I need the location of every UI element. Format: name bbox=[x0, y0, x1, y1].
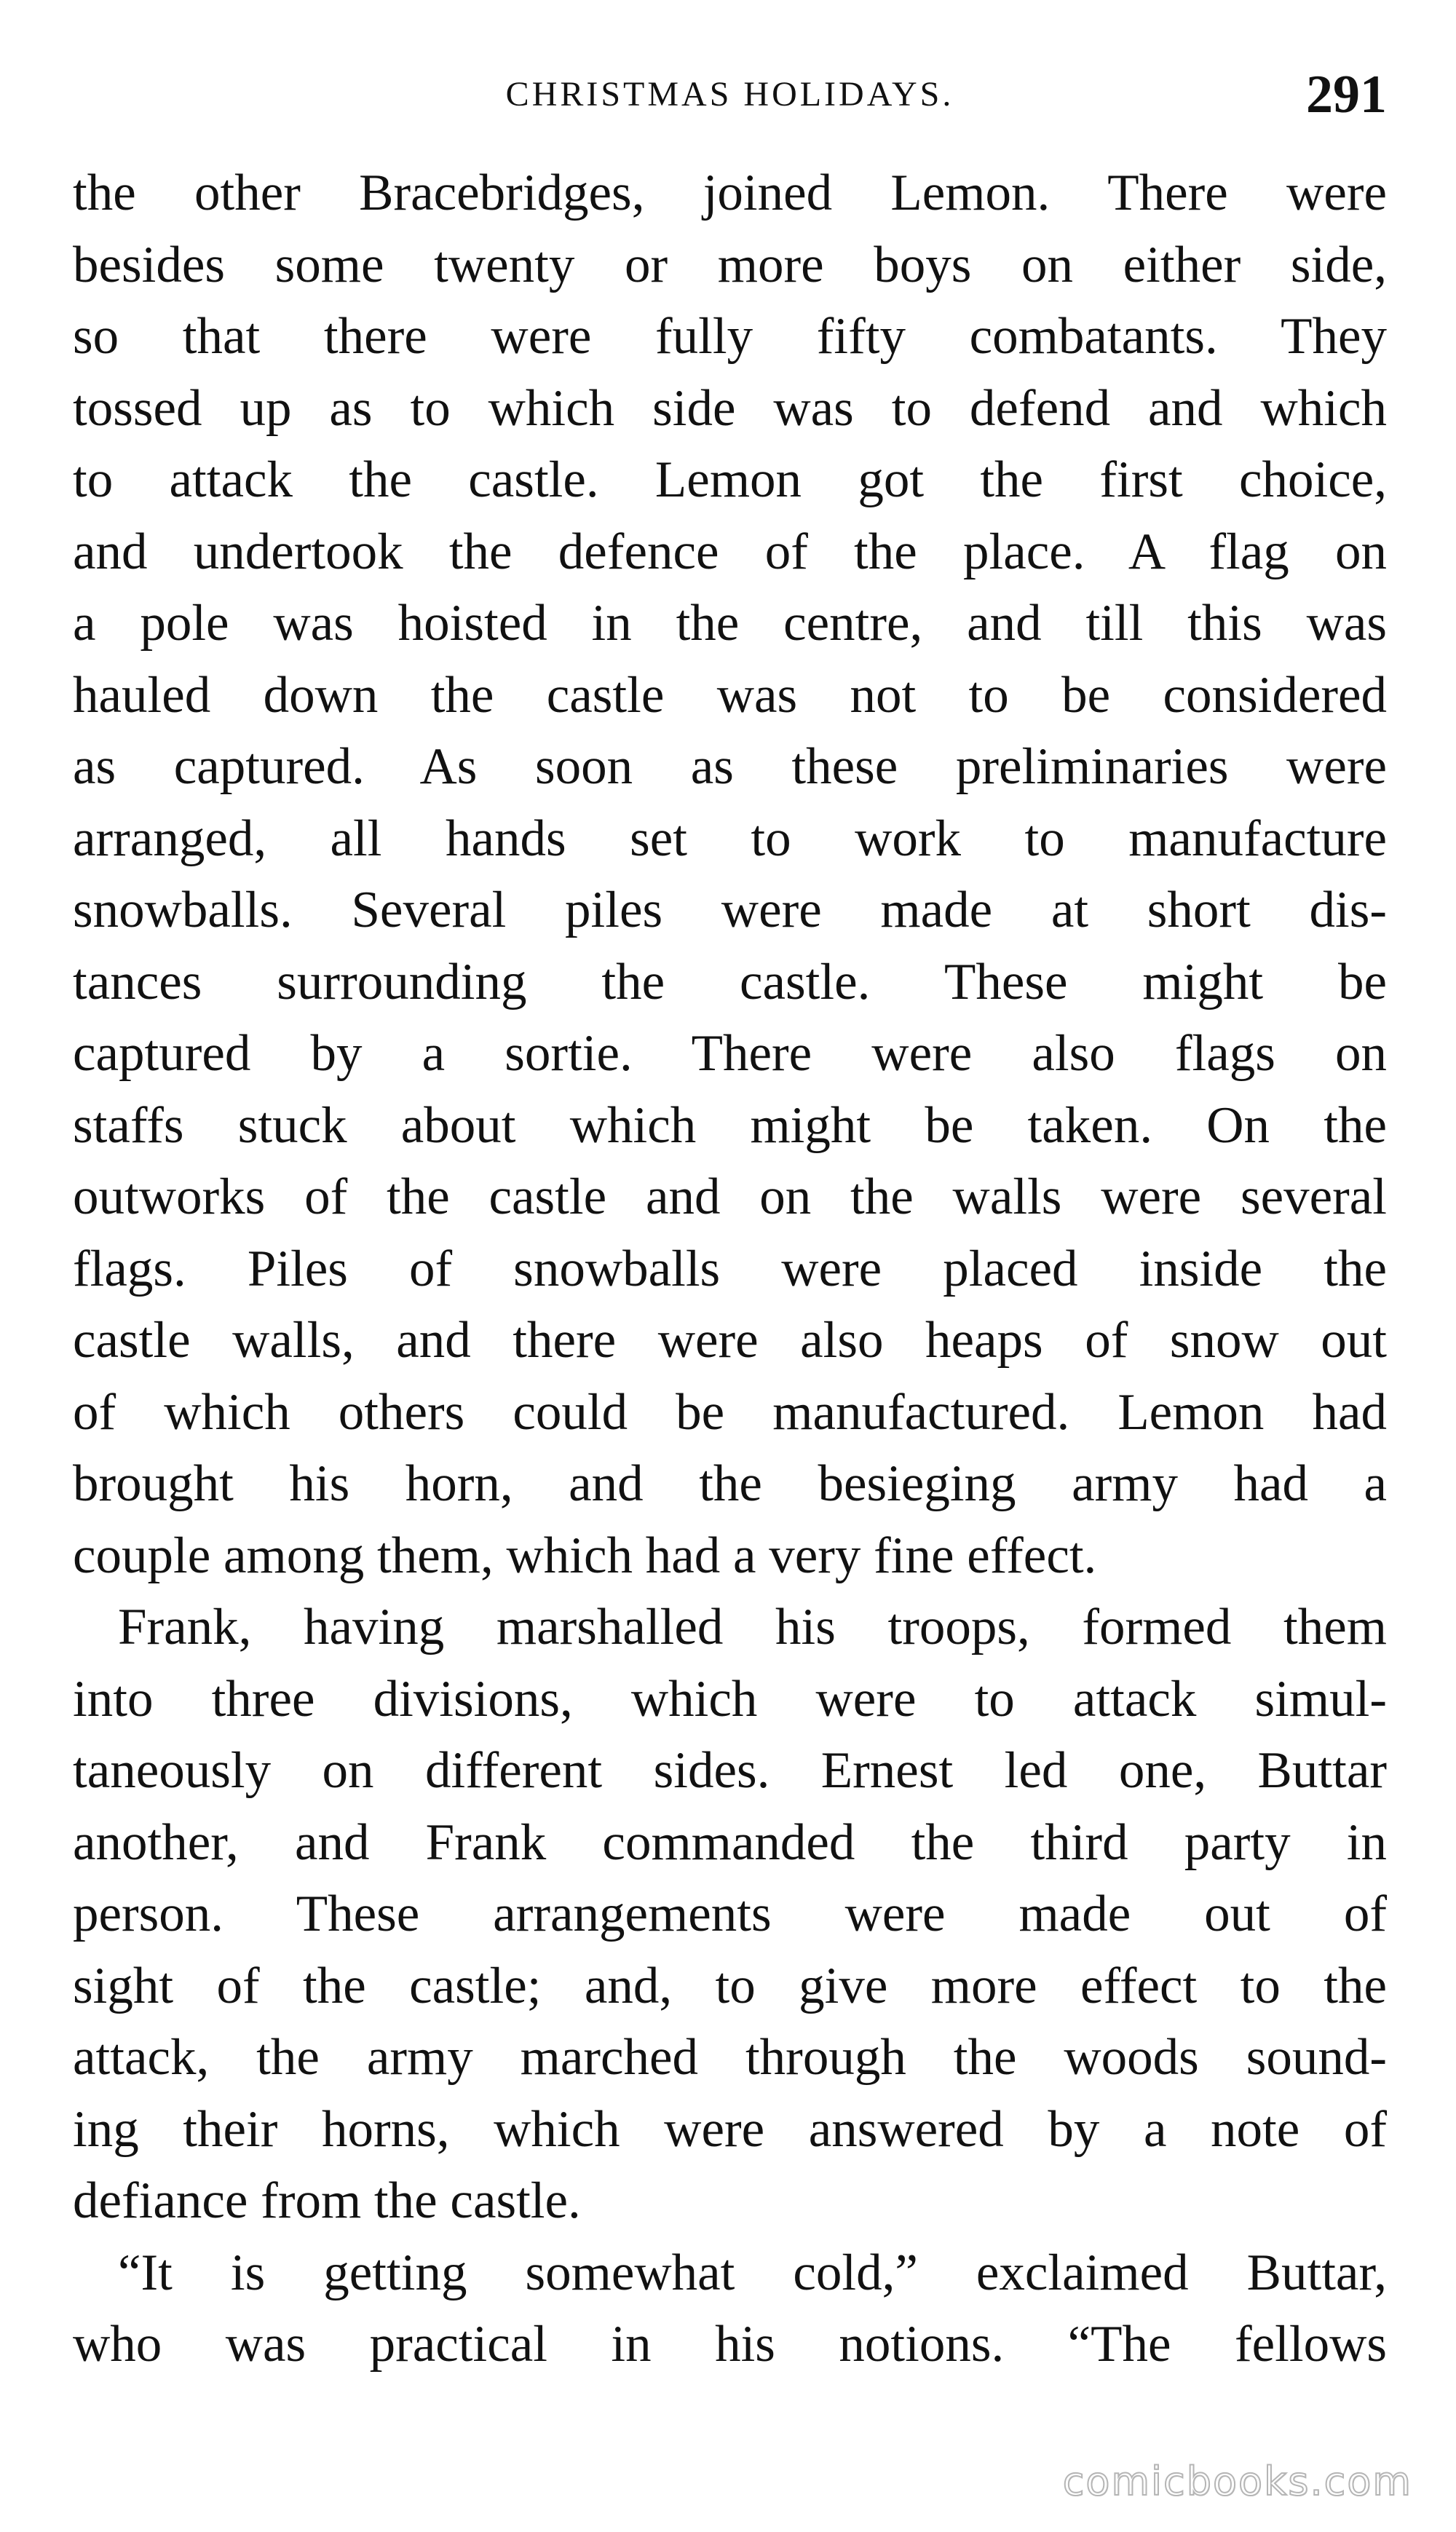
body-text bbox=[73, 157, 1387, 2381]
paragraph-end-line: couple among them, which had a very fine effect. bbox=[73, 1527, 1097, 1584]
paragraph-start-line: Frank, having marshalled his troops, formed them bbox=[118, 1599, 1387, 1655]
text-line: ing their horns, which were answered by a note of bbox=[73, 2100, 1387, 2158]
paragraph-end-line: defiance from the castle. bbox=[73, 2172, 581, 2229]
text-line: so that there were fully fifty combatants. They bbox=[73, 308, 1387, 365]
text-line: to attack the castle. Lemon got the first choice, bbox=[73, 451, 1387, 508]
running-title: CHRISTMAS HOLIDAYS. bbox=[505, 75, 954, 114]
text-line: of which others could be manufactured. Lemon had bbox=[73, 1383, 1387, 1441]
text-line: into three divisions, which were to attack simul- bbox=[73, 1670, 1387, 1728]
paragraph-start-line: “It is getting somewhat cold,” exclaimed Buttar, bbox=[118, 2244, 1387, 2301]
text-line: attack, the army marched through the woods sound- bbox=[73, 2029, 1387, 2086]
text-line: hauled down the castle was not to be considered bbox=[73, 666, 1387, 724]
text-line: a pole was hoisted in the centre, and till this was bbox=[73, 595, 1387, 652]
text-line: and undertook the defence of the place. A flag on bbox=[73, 523, 1387, 580]
running-head bbox=[73, 64, 1387, 130]
text-line: arranged, all hands set to work to manufacture bbox=[73, 810, 1387, 867]
page-number: 291 bbox=[1306, 65, 1387, 124]
text-line: castle walls, and there were also heaps of snow out bbox=[73, 1312, 1387, 1369]
text-line: the other Bracebridges, joined Lemon. There were bbox=[73, 165, 1387, 221]
text-line: tossed up as to which side was to defend and which bbox=[73, 379, 1387, 437]
text-line: who was practical in his notions. “The fellows bbox=[73, 2316, 1387, 2373]
text-line: another, and Frank commanded the third party in bbox=[73, 1813, 1387, 1871]
text-line: staffs stuck about which might be taken. On the bbox=[73, 1096, 1387, 1154]
text-line: outworks of the castle and on the walls were several bbox=[73, 1168, 1387, 1225]
text-line: brought his horn, and the besieging army had a bbox=[73, 1455, 1387, 1512]
text-line: sight of the castle; and, to give more effect to the bbox=[73, 1957, 1387, 2014]
watermark: comicbooks.com bbox=[1062, 2458, 1412, 2504]
text-line: captured by a sortie. There were also flags on bbox=[73, 1025, 1387, 1082]
text-line: taneously on different sides. Ernest led one, Buttar bbox=[73, 1742, 1387, 1799]
text-line: person. These arrangements were made out of bbox=[73, 1886, 1387, 1942]
text-line: as captured. As soon as these preliminaries were bbox=[73, 738, 1387, 795]
text-line: snowballs. Several piles were made at short dis- bbox=[73, 882, 1387, 938]
text-line: tances surrounding the castle. These might be bbox=[73, 953, 1387, 1010]
text-line: flags. Piles of snowballs were placed inside the bbox=[73, 1240, 1387, 1297]
text-line: besides some twenty or more boys on either side, bbox=[73, 236, 1387, 293]
